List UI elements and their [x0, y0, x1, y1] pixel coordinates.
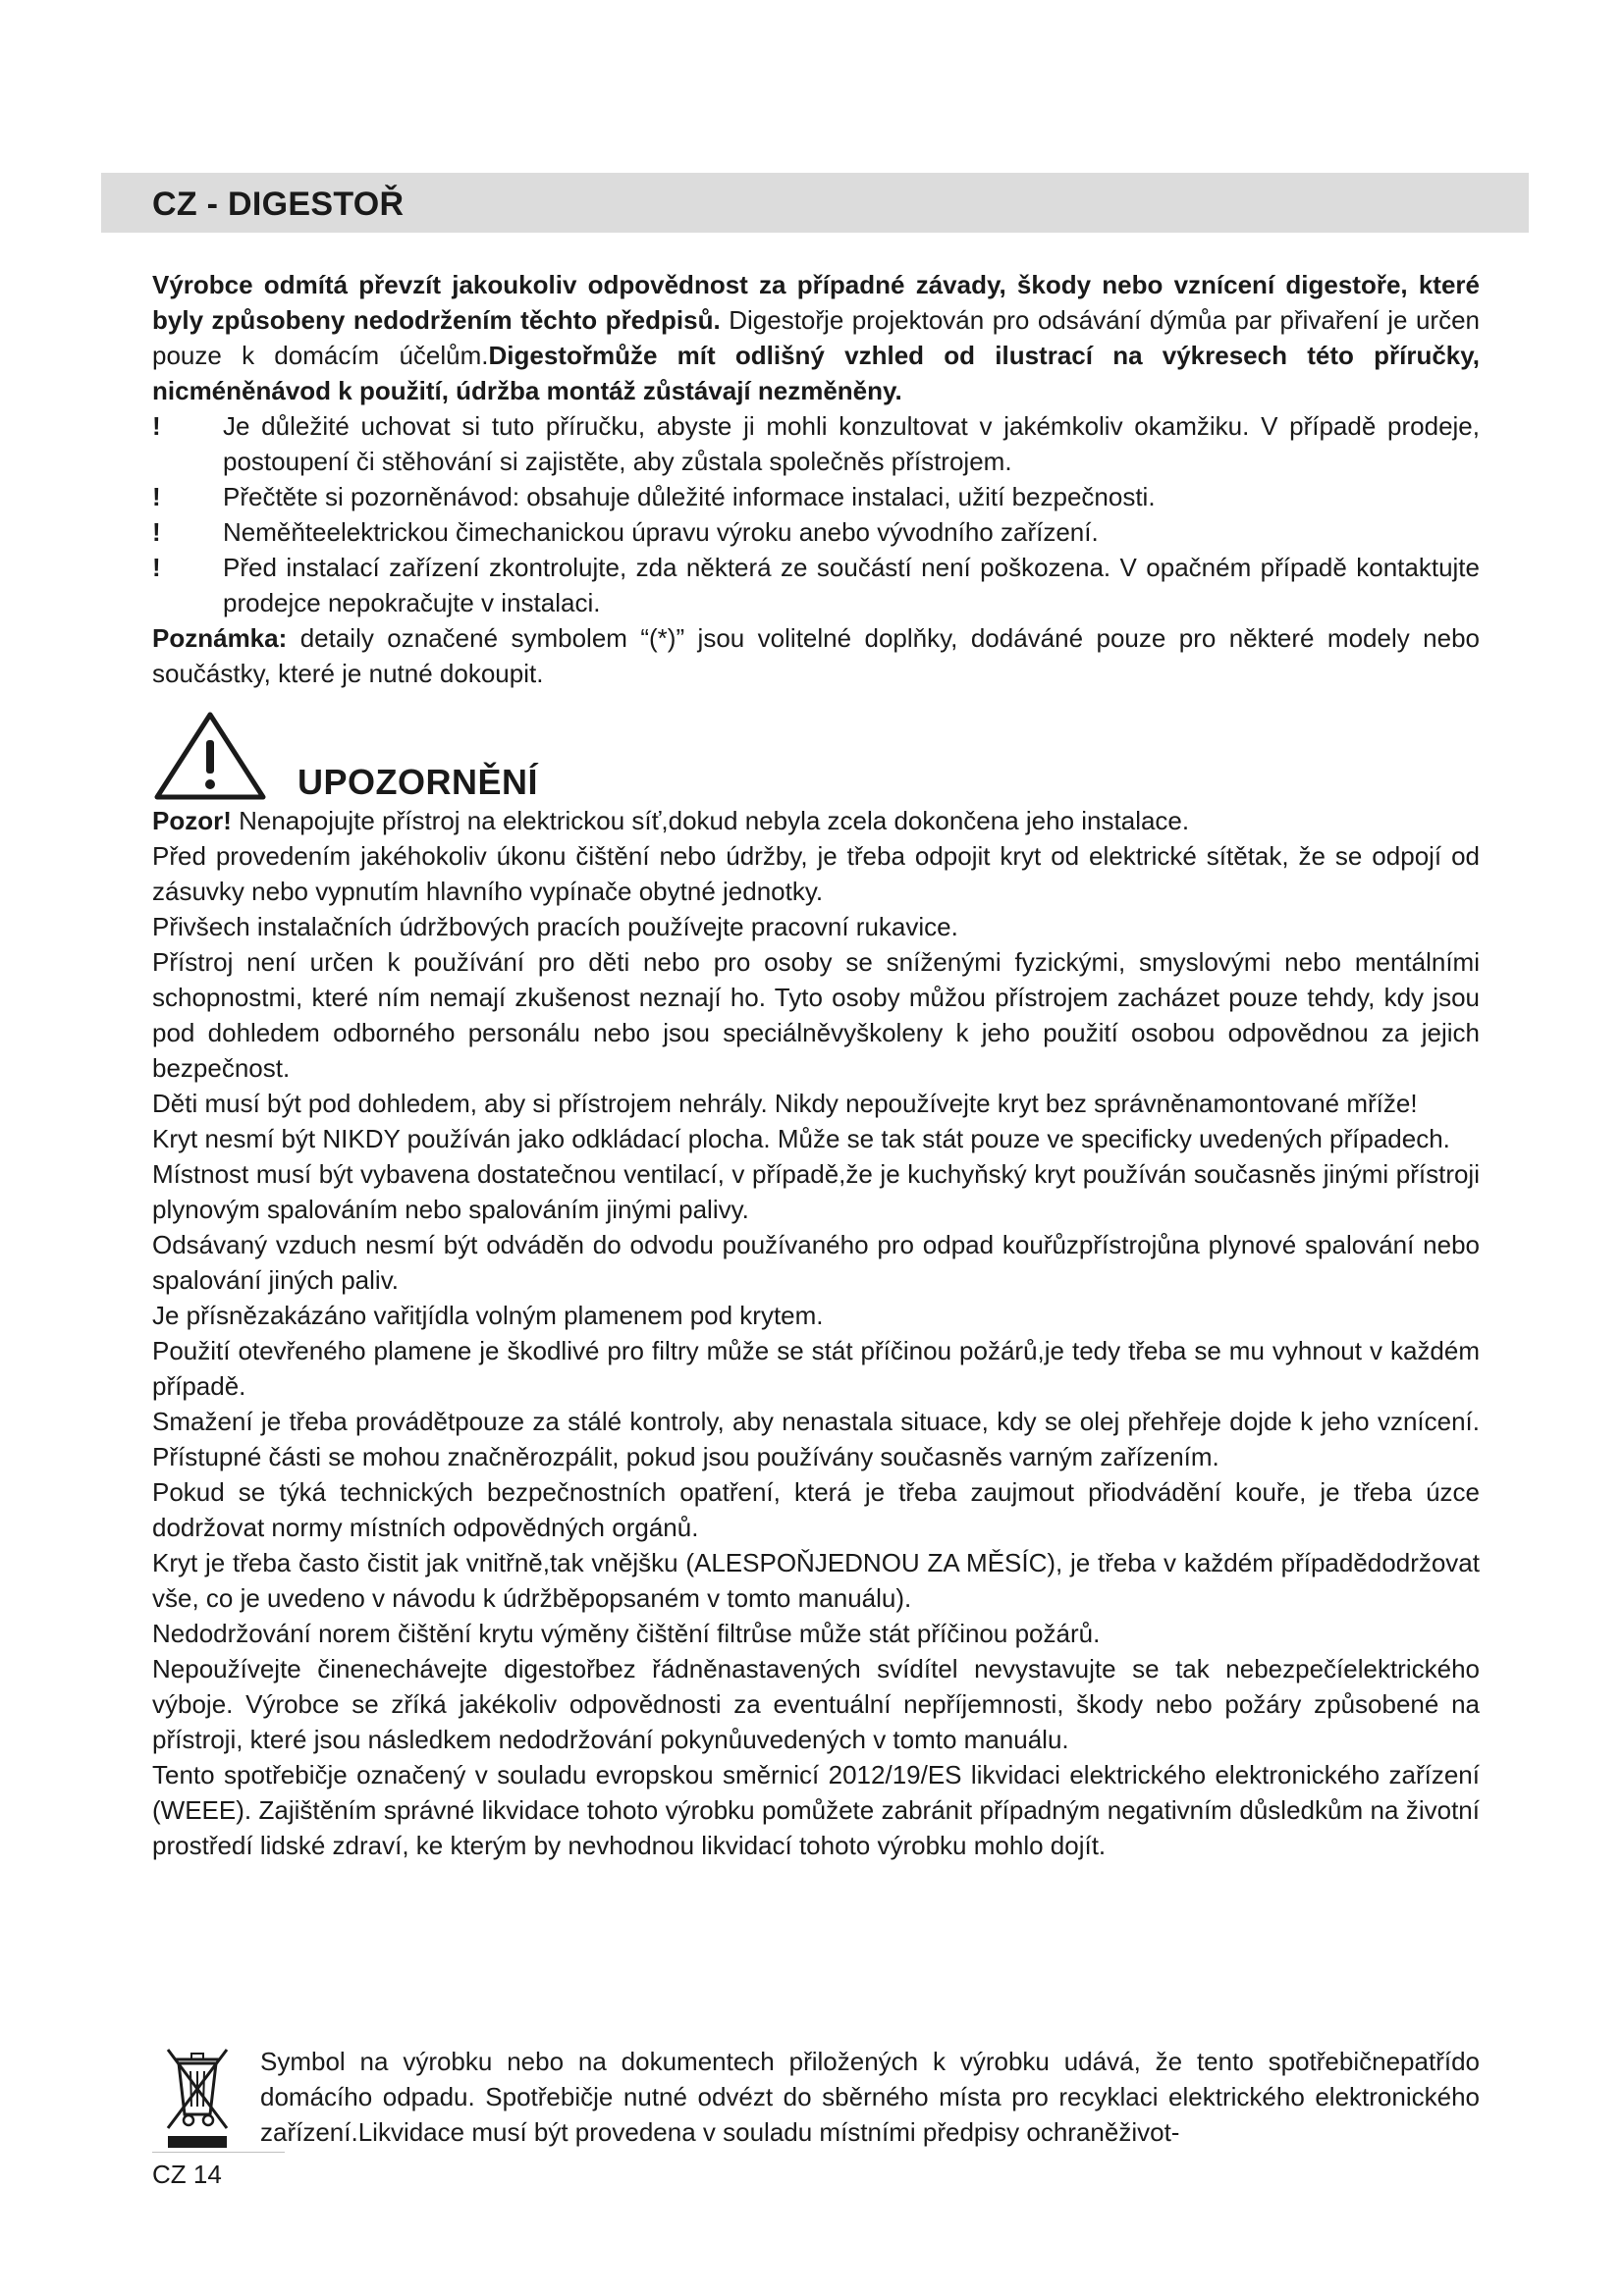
weee-text: Symbol na výrobku nebo na dokumentech přiložených k výrobku udává, že tento spotřebičnepatřído domácího odpadu. Spotřebičje nutné odvézt do sběrného místa pro recyklaci elektrického elektronického zařízení.Likvidace musí být provedena v souladu místními předpisy ochraněživot-: [260, 2047, 1480, 2147]
warning-paragraph: Nedodržování norem čištění krytu výměny čištění filtrůse může stát příčinou požárů.: [152, 1619, 1101, 1648]
list-item: ! Přečtěte si pozorněnávod: obsahuje důležité informace instalaci, užití bezpečnosti.: [152, 479, 1480, 514]
page-number: CZ 14: [152, 2160, 222, 2189]
exclamation-mark: !: [152, 553, 161, 582]
section-header-bar: [101, 173, 1529, 233]
warning-paragraph: Před provedením jakéhokoliv úkonu čištění nebo údržby, je třeba odpojit kryt od elektrické sítětak, že se odpojí od zásuvky nebo vypnutím hlavního vypínače obytné jednotky.: [152, 841, 1480, 906]
warning-paragraph: Místnost musí být vybavena dostatečnou ventilací, v případě,že je kuchyňský kryt používán současněs jinými přístroji plynovým spalováním nebo spalováním jinými palivy.: [152, 1159, 1480, 1224]
crossed-out-wheelie-bin-icon: [162, 2044, 233, 2150]
warning-paragraph: Odsávaný vzduch nesmí být odváděn do odvodu používaného pro odpad kouřůzpřístrojůna plynové spalování nebo spalování jiných paliv.: [152, 1230, 1480, 1295]
warning-heading: [152, 709, 702, 807]
list-item: ! Je důležité uchovat si tuto příručku, abyste ji mohli konzultovat v jakémkoliv okamžiku. V případě prodeje, postoupení či stěhování si zajistěte, aby zůstala společněs přístrojem.: [152, 408, 1480, 479]
intro-bold-2: Digestořmůže mít odlišný vzhled od ilustrací na výkresech této příručky, nicméněnávod k použití, údržba montáž zůstávají nezměněny.: [152, 341, 1481, 405]
note-label: Poznámka:: [152, 623, 288, 653]
intro-paragraph: [152, 267, 1480, 408]
warning-paragraph: Nepoužívejte činenechávejte digestořbez řádněnastavených svídítel nevystavujte se tak nebezpečíelektrického výboje. Výrobce se zříká jakékoliv odpovědnosti za eventuální nepříjemnosti, škody nebo požáry způsobené na přístroji, které jsou následkem nedodržování pokynůuvedených v tomto manuálu.: [152, 1654, 1480, 1754]
exclamation-mark: !: [152, 411, 161, 441]
section-title: CZ - DIGESTOŘ: [152, 186, 405, 223]
pozor-label: Pozor!: [152, 806, 232, 835]
footer-divider: [152, 2152, 285, 2153]
warning-title: UPOZORNĚNÍ: [298, 762, 539, 802]
warning-paragraph: Smažení je třeba provádětpouze za stálé kontroly, aby nenastala situace, kdy se olej přehřeje dojde k jeho vznícení. Přístupné části se mohou značněrozpálit, pokud jsou používány současněs varným zařízením.: [152, 1407, 1480, 1471]
exclamation-mark: !: [152, 517, 161, 547]
list-item: ! Před instalací zařízení zkontrolujte, zda některá ze součástí není poškozena. V opačném případě kontaktujte prodejce nepokračujte v instalaci.: [152, 550, 1480, 620]
note-text: detaily označené symbolem “(*)” jsou volitelné doplňky, dodáváné pouze pro některé modely nebo součástky, které je nutné dokoupit.: [152, 623, 1480, 688]
warning-paragraph: Pokud se týká technických bezpečnostních opatření, která je třeba zaujmout přiodvádění kouře, je třeba úzce dodržovat normy místních odpovědných orgánů.: [152, 1477, 1480, 1542]
exclamation-mark: !: [152, 482, 161, 511]
warning-paragraph: Je přísnězakázáno vařitjídla volným plamenem pod krytem.: [152, 1301, 824, 1330]
intro-bold-1: Výrobce odmítá převzít jakoukoliv odpovědnost za případné závady, škody nebo vznícení digestoře, které byly způsobeny nedodržením těchto předpisů.: [152, 270, 1480, 335]
note-paragraph: [152, 620, 1480, 691]
important-notes-list: [152, 408, 1480, 620]
warning-paragraph: Kryt nesmí být NIKDY používán jako odkládací plocha. Může se tak stát pouze ve specificky uvedených případech.: [152, 1124, 1450, 1153]
intro-section: [152, 267, 1480, 691]
warning-paragraph: Pozor! Nenapojujte přístroj na elektrickou síť,dokud nebyla zcela dokončena jeho instalace.: [152, 806, 1190, 835]
warning-paragraph: Přivšech instalačních údržbových pracích používejte pracovní rukavice.: [152, 912, 958, 941]
intro-text-1: Digestořje projektován pro odsávání dýmůa par přivaření je určen pouze k domácím účelům.: [152, 305, 1480, 370]
weee-notice: [152, 2044, 1480, 2152]
warning-paragraph: Přístroj není určen k používání pro děti nebo pro osoby se sníženými fyzickými, smyslovými nebo mentálními schopnostmi, které ním nemají zkušenost neznají ho. Tyto osoby můžou přístrojem zacházet pouze tehdy, kdy jsou pod dohledem odborného personálu nebo jsou speciálněvyškoleny k jeho použití osobou odpovědnou za jejich bezpečnost.: [152, 947, 1480, 1083]
warning-paragraph: Použití otevřeného plamene je škodlivé pro filtry může se stát příčinou požárů,je tedy třeba se mu vyhnout v každém případě.: [152, 1336, 1480, 1401]
warning-triangle-icon: [152, 709, 268, 803]
warning-body: [152, 803, 1480, 1863]
warning-paragraph: Tento spotřebičje označený v souladu evropskou směrnicí 2012/19/ES likvidaci elektrického elektronického zařízení (WEEE). Zajištěním správné likvidace tohoto výrobku pomůžete zabránit případným negativním důsledkům na životní prostředí lidské zdraví, ke kterým by nevhodnou likvidací tohoto výrobku mohlo dojít.: [152, 1760, 1480, 1860]
warning-paragraph: Kryt je třeba často čistit jak vnitřně,tak vnějšku (ALESPOŇJEDNOU ZA MĚSÍC), je třeba v každém případědodržovat vše, co je uvedeno v návodu k údržběpopsaném v tomto manuálu).: [152, 1548, 1480, 1613]
warning-paragraph: Děti musí být pod dohledem, aby si přístrojem nehrály. Nikdy nepoužívejte kryt bez správněnamontované mříže!: [152, 1089, 1418, 1118]
list-item: ! Neměňteelektrickou čimechanickou úpravu výroku anebo vývodního zařízení.: [152, 514, 1480, 550]
